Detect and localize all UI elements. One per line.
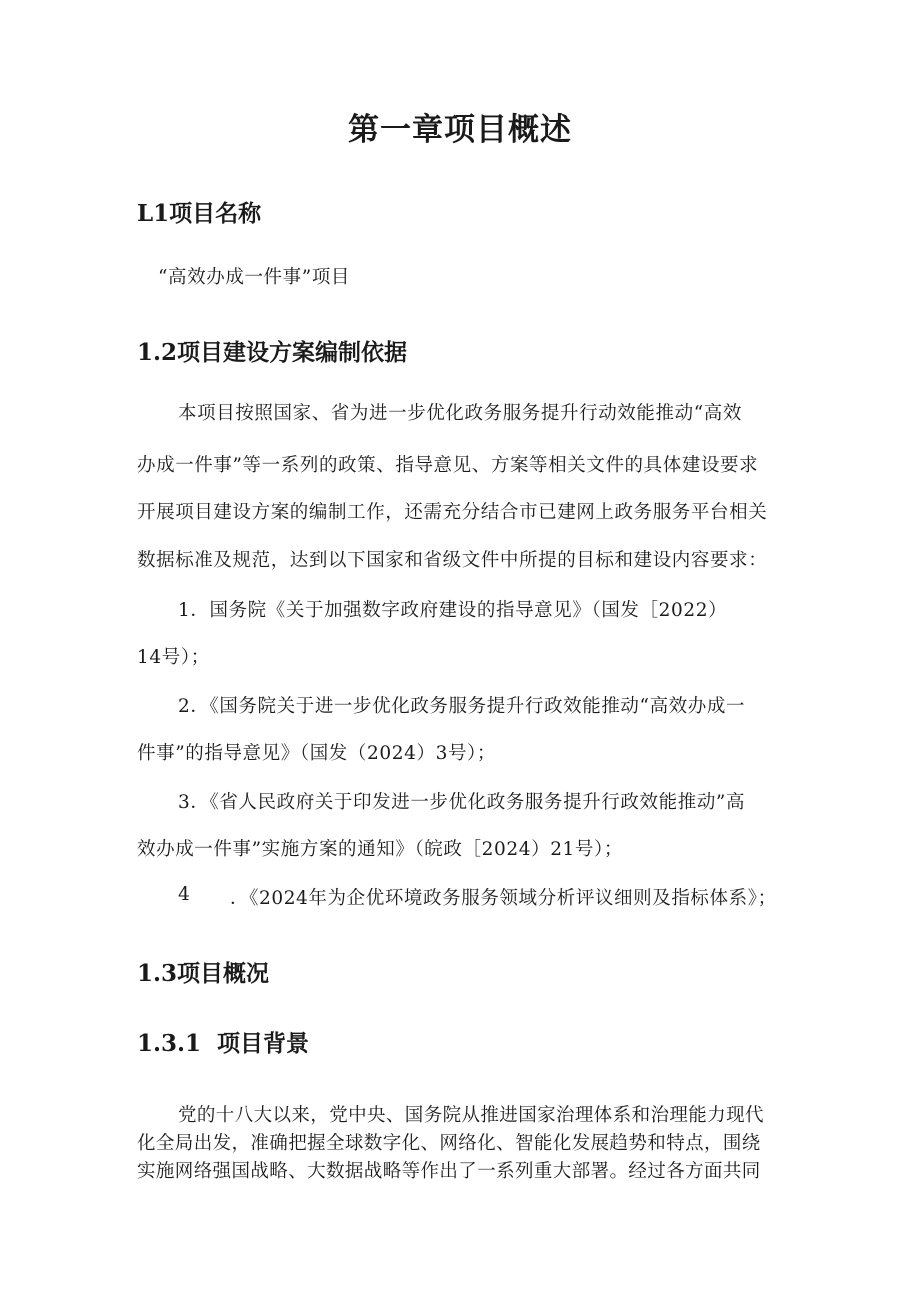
- list-item-1-line-2: 14号）；: [137, 647, 210, 668]
- list-item-2-line-2: 件事”的指导意见》（国发（2024）3号）；: [137, 743, 497, 764]
- project-name: “高效办成一件事”项目: [158, 267, 351, 288]
- basis-paragraph-line: 数据标准及规范，达到以下国家和省级文件中所提的目标和建设内容要求：: [137, 550, 768, 571]
- list-item-3-line-2: 效办成一件事”实施方案的通知》（皖政［2024）21号）；: [137, 839, 623, 860]
- section-heading-1-1: L1项目名称: [137, 200, 262, 227]
- list-item-3-line-1: 3．《省人民政府关于印发进一步优化政务服务提升行政效能推动”高: [178, 792, 746, 813]
- chapter-title: 第一章项目概述: [348, 112, 572, 148]
- list-item-4-text: ．《2024年为企优环境政务服务领域分析评议细则及指标体系》；: [230, 888, 777, 909]
- background-paragraph-line: 党的十八大以来，党中央、国务院从推进国家治理体系和治理能力现代: [178, 1105, 764, 1126]
- background-paragraph-line: 化全局出发，准确把握全球数字化、网络化、智能化发展趋势和特点，围绕: [137, 1133, 761, 1154]
- list-item-2-line-1: 2．《国务院关于进一步优化政务服务提升行政效能推动“高效办成一: [178, 696, 746, 717]
- list-item-4-number: 4: [178, 884, 191, 905]
- section-heading-1-2: 1.2项目建设方案编制依据: [137, 339, 408, 366]
- section-heading-1-3-1: 1.3.1 项目背景: [137, 1030, 310, 1057]
- background-paragraph-line: 实施网络强国战略、大数据战略等作出了一系列重大部署。经过各方面共同: [137, 1161, 761, 1182]
- basis-paragraph-line: 办成一件事”等一系列的政策、指导意见、方案等相关文件的具体建设要求: [137, 455, 759, 476]
- basis-paragraph-line: 本项目按照国家、省为进一步优化政务服务提升行动效能推动“高效: [178, 403, 742, 424]
- list-item-1-line-1: 1．国务院《关于加强数字政府建设的指导意见》（国发［2022）: [178, 600, 728, 621]
- section-heading-1-3: 1.3项目概况: [137, 960, 270, 987]
- basis-paragraph-line: 开展项目建设方案的编制工作，还需充分结合市已建网上政务服务平台相关: [137, 502, 768, 523]
